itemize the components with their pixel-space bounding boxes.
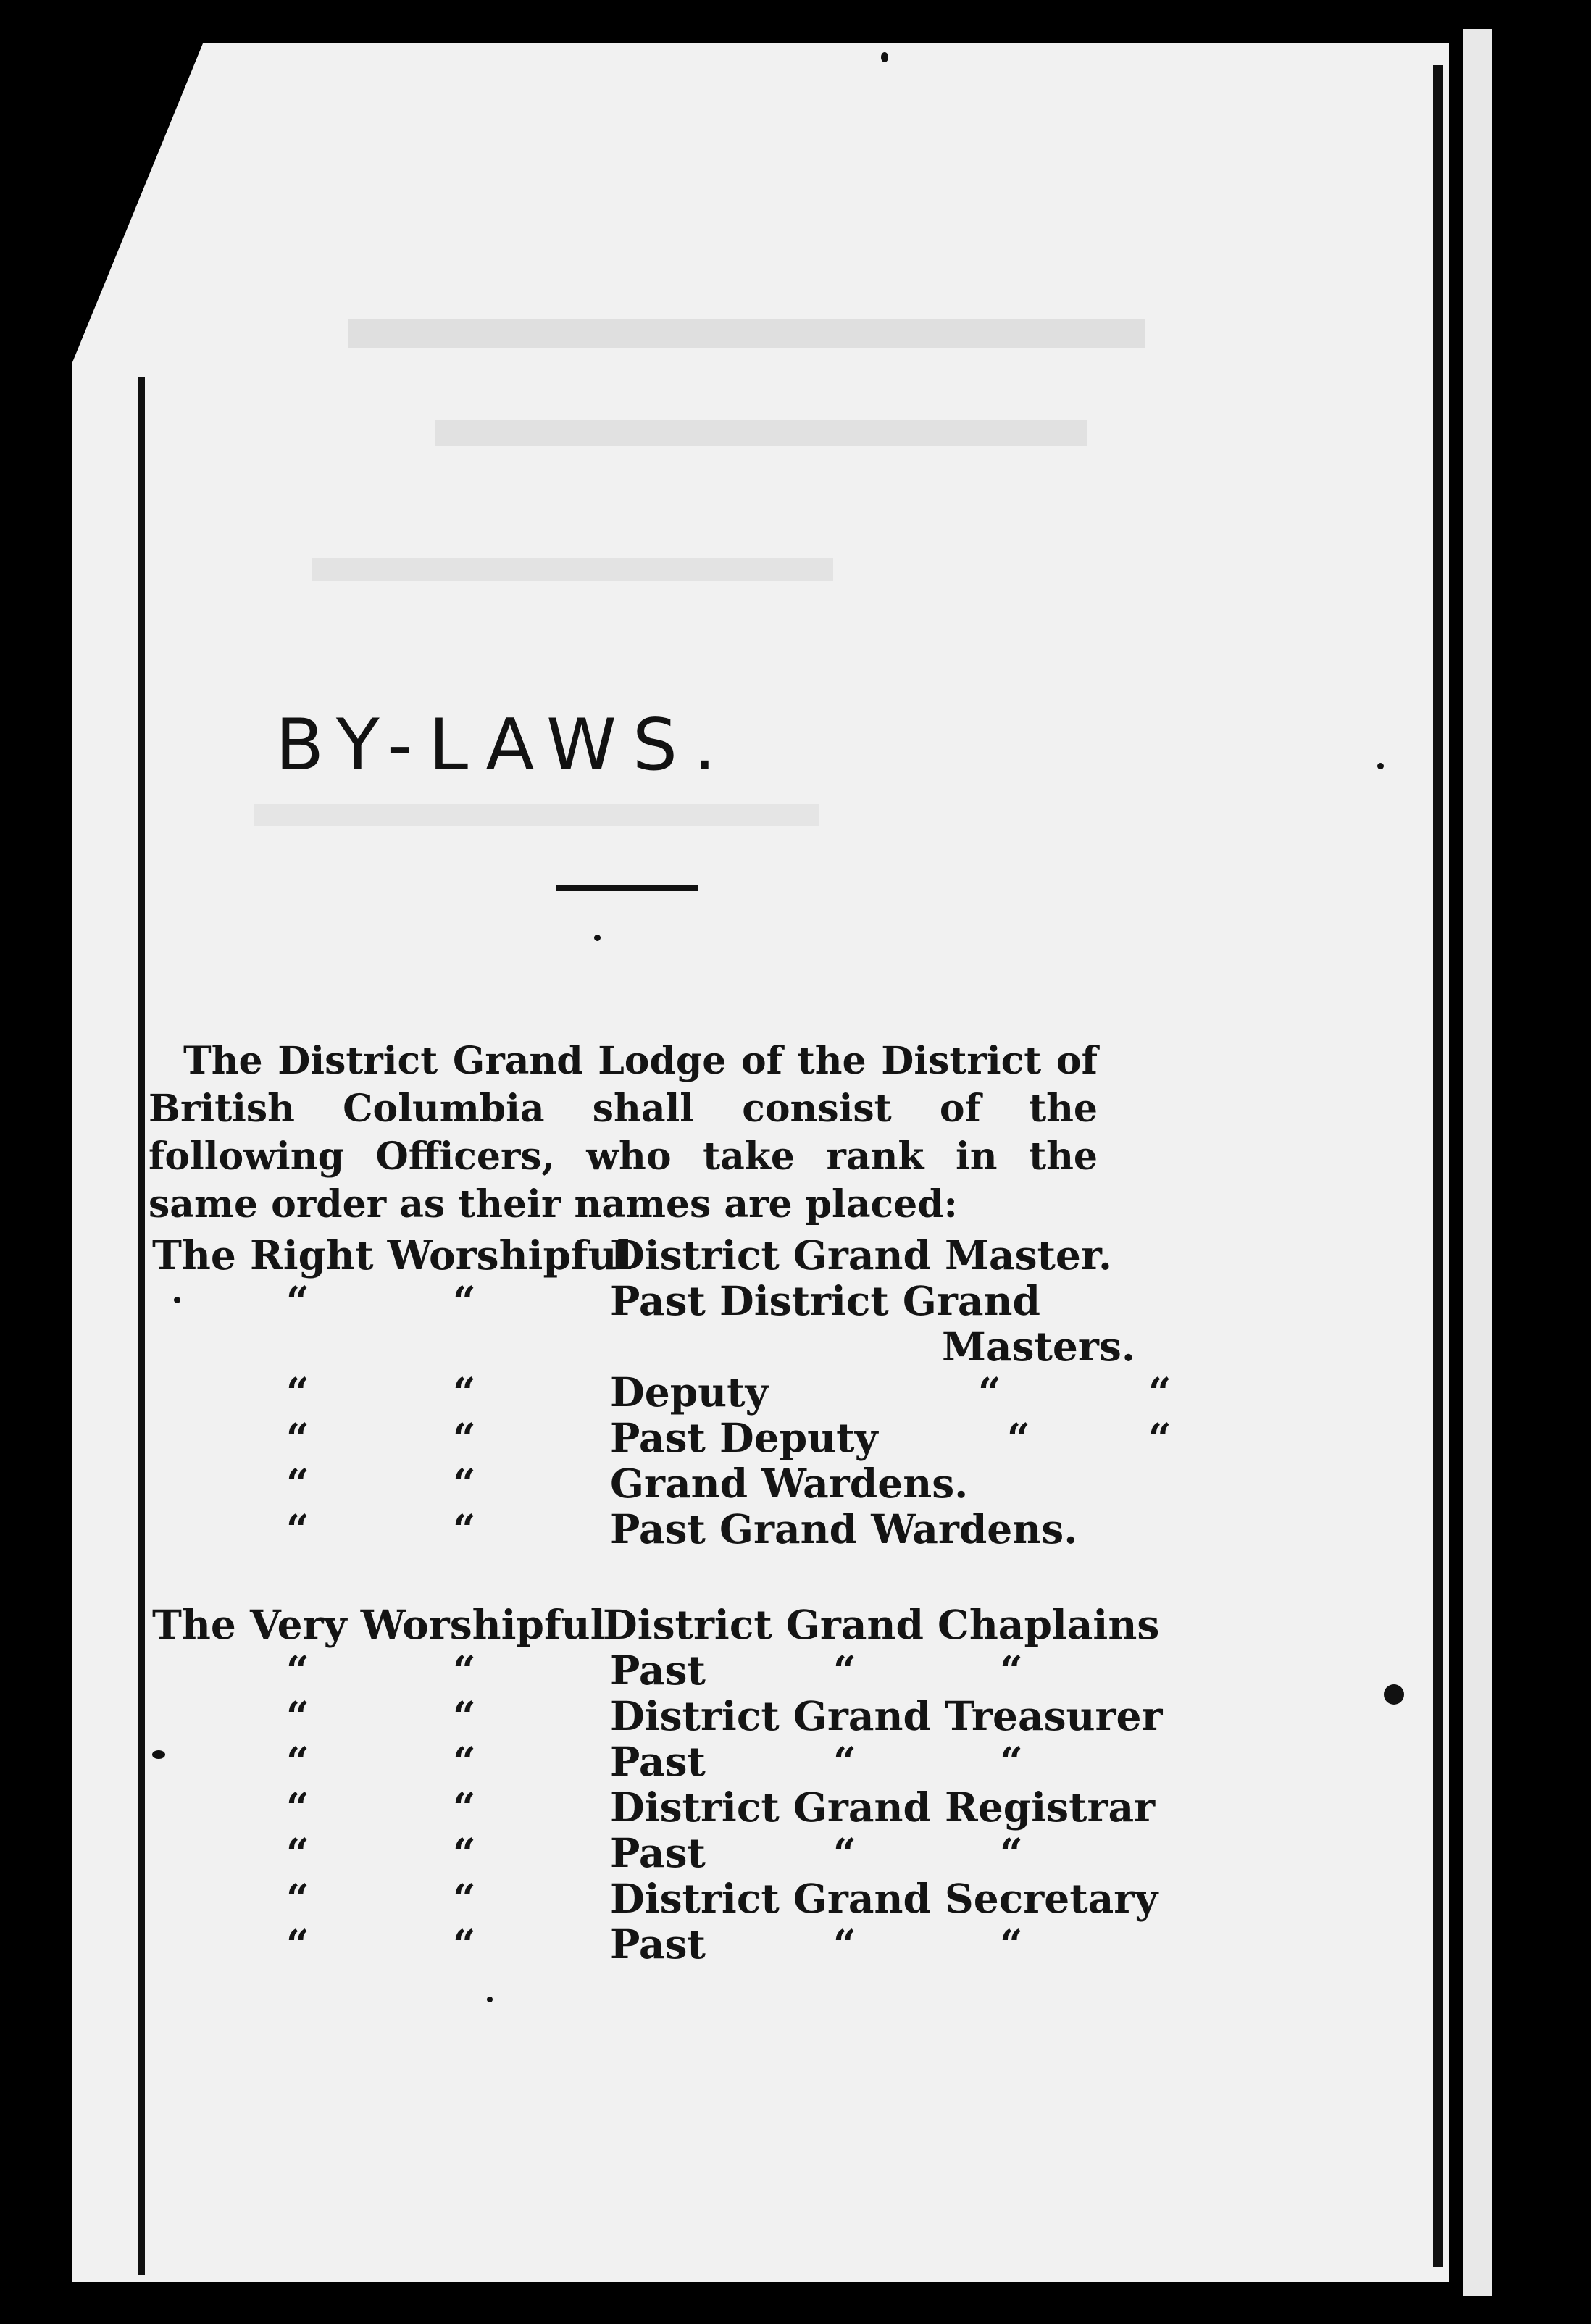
ditto-mark: “	[286, 1692, 309, 1739]
ink-speck	[152, 1750, 165, 1759]
ditto-mark: “	[1007, 1414, 1030, 1461]
ditto-mark: “	[286, 1647, 309, 1694]
ink-speck	[1384, 1684, 1404, 1705]
ditto-mark: “	[453, 1829, 476, 1876]
bleed-through-mark	[312, 558, 833, 581]
ditto-mark: “	[286, 1920, 309, 1968]
ditto-mark: “	[453, 1738, 476, 1785]
ditto-mark: “	[453, 1920, 476, 1968]
ditto-mark: “	[453, 1875, 476, 1922]
officer-title: District Grand Chaplains	[603, 1601, 1160, 1648]
ditto-mark: “	[978, 1368, 1001, 1416]
ditto-mark: “	[453, 1414, 476, 1461]
officer-title: District Grand Treasurer	[610, 1692, 1163, 1739]
ditto-mark: “	[286, 1875, 309, 1922]
ditto-mark: “	[1000, 1738, 1023, 1785]
bleed-through-mark	[435, 420, 1087, 446]
ditto-mark: “	[286, 1784, 309, 1831]
ink-speck	[487, 1997, 493, 2002]
page-border-left	[138, 377, 145, 2275]
officer-title: District Grand Registrar	[610, 1784, 1156, 1831]
officer-title: Past Deputy	[610, 1414, 878, 1461]
officer-title: District Grand Secretary	[610, 1875, 1158, 1922]
ditto-mark: “	[286, 1738, 309, 1785]
intro-paragraph: The District Grand Lodge of the District of British Columbia shall consist of the following Officers, who take rank in the same order as their names are placed:	[149, 1039, 1098, 1226]
bleed-through-mark	[348, 319, 1145, 348]
officer-title: Past	[610, 1738, 706, 1785]
ditto-mark: “	[1148, 1368, 1172, 1416]
ditto-mark: “	[1000, 1829, 1023, 1876]
ink-speck	[1377, 763, 1384, 769]
officer-title: Past Grand Wardens.	[610, 1505, 1078, 1552]
rank-title: The Very Worshipful	[152, 1601, 606, 1648]
ditto-mark: “	[286, 1368, 309, 1416]
officer-title: Past	[610, 1829, 706, 1876]
ink-speck	[174, 1297, 180, 1303]
ditto-mark: “	[286, 1505, 309, 1552]
officer-title: Grand Wardens.	[610, 1460, 969, 1507]
ditto-mark: “	[286, 1277, 309, 1324]
ditto-mark: “	[1000, 1647, 1023, 1694]
officer-title: Past	[610, 1920, 706, 1968]
officer-title-continued: Masters.	[942, 1323, 1135, 1370]
ditto-mark: “	[453, 1368, 476, 1416]
page-border-right	[1433, 65, 1443, 2267]
ink-speck	[594, 935, 601, 941]
ditto-mark: “	[1000, 1920, 1023, 1968]
ditto-mark: “	[833, 1829, 856, 1876]
ink-speck	[881, 52, 888, 62]
ditto-mark: “	[833, 1738, 856, 1785]
ditto-mark: “	[453, 1460, 476, 1507]
officer-title: District Grand Master.	[610, 1232, 1113, 1279]
title-rule	[556, 885, 698, 891]
officer-title: Past District Grand	[610, 1277, 1040, 1324]
ditto-mark: “	[1148, 1414, 1172, 1461]
ditto-mark: “	[833, 1920, 856, 1968]
page-title: BY-LAWS.	[275, 704, 732, 787]
ditto-mark: “	[286, 1829, 309, 1876]
officer-title: Deputy	[610, 1368, 769, 1416]
ditto-mark: “	[453, 1505, 476, 1552]
ditto-mark: “	[286, 1460, 309, 1507]
rank-title: The Right Worshipful	[152, 1232, 632, 1279]
next-page-edge	[1463, 29, 1492, 2296]
ditto-mark: “	[453, 1647, 476, 1694]
bleed-through-mark	[254, 804, 819, 826]
ditto-mark: “	[286, 1414, 309, 1461]
ditto-mark: “	[453, 1784, 476, 1831]
ditto-mark: “	[453, 1277, 476, 1324]
officer-title: Past	[610, 1647, 706, 1694]
ditto-mark: “	[453, 1692, 476, 1739]
ditto-mark: “	[833, 1647, 856, 1694]
